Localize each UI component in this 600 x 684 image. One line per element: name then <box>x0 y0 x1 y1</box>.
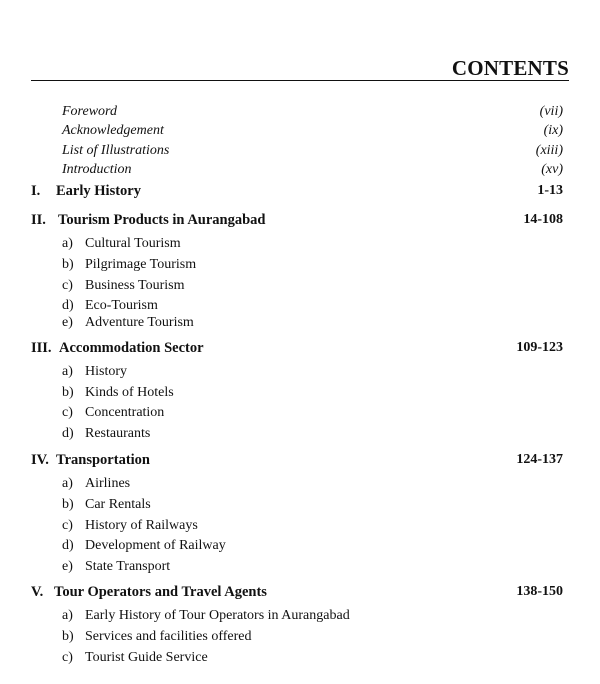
toc-section[interactable] <box>0 474 600 494</box>
section-label: Pilgrimage Tourism <box>85 257 197 272</box>
section-letter: a) <box>62 608 73 623</box>
toc-section[interactable] <box>0 516 600 536</box>
section-letter: a) <box>62 236 73 251</box>
toc-section[interactable] <box>0 606 600 626</box>
section-label: Concentration <box>85 405 165 420</box>
toc-section[interactable] <box>0 627 600 647</box>
chapter-pages: 109-123 <box>516 340 563 355</box>
section-letter: b) <box>62 497 74 512</box>
section-label: Adventure Tourism <box>85 315 194 330</box>
toc-chapter-3[interactable] <box>0 338 600 358</box>
section-letter: e) <box>62 559 73 574</box>
toc-entry-foreword[interactable] <box>0 102 600 122</box>
section-letter: c) <box>62 518 73 533</box>
section-letter: e) <box>62 315 73 330</box>
page-title: CONTENTS <box>451 56 569 80</box>
section-label: Car Rentals <box>85 497 151 512</box>
section-label: Tourist Guide Service <box>85 650 208 665</box>
section-letter: b) <box>62 257 74 272</box>
section-label: Cultural Tourism <box>85 236 181 251</box>
toc-section[interactable] <box>0 495 600 515</box>
chapter-number: II. <box>31 212 46 228</box>
toc-chapter-4[interactable] <box>0 450 600 470</box>
section-label: State Transport <box>85 559 171 574</box>
section-label: Early History of Tour Operators in Aurangabad <box>85 608 350 623</box>
section-label: History of Railways <box>85 518 198 533</box>
chapter-number: IV. <box>31 452 49 468</box>
toc-entry-label: Foreword <box>62 104 117 119</box>
toc-entry-label: Introduction <box>62 162 132 177</box>
section-label: Eco-Tourism <box>85 298 158 313</box>
toc-section[interactable] <box>0 403 600 423</box>
section-letter: d) <box>62 298 74 313</box>
toc-section[interactable] <box>0 276 600 296</box>
toc-entry-acknowledgement[interactable] <box>0 121 600 141</box>
section-letter: a) <box>62 364 73 379</box>
toc-chapter-5[interactable] <box>0 582 600 602</box>
toc-section[interactable] <box>0 424 600 444</box>
title-rule <box>31 80 569 81</box>
toc-entry-page: (ix) <box>543 123 563 138</box>
toc-entry-page: (vii) <box>539 104 563 119</box>
section-label: History <box>85 364 127 379</box>
section-letter: b) <box>62 629 74 644</box>
toc-entry-page: (xv) <box>541 162 563 177</box>
chapter-title: Early History <box>56 183 141 199</box>
section-label: Restaurants <box>85 426 151 441</box>
toc-section[interactable] <box>0 383 600 403</box>
toc-entry-label: Acknowledgement <box>62 123 164 138</box>
chapter-title: Tour Operators and Travel Agents <box>54 584 267 600</box>
toc-section[interactable] <box>0 557 600 577</box>
toc-section[interactable] <box>0 536 600 556</box>
toc-chapter-2[interactable] <box>0 210 600 230</box>
section-letter: b) <box>62 385 74 400</box>
section-label: Business Tourism <box>85 278 185 293</box>
toc-entry-list-of-illustrations[interactable] <box>0 141 600 161</box>
section-letter: c) <box>62 278 73 293</box>
chapter-pages: 1-13 <box>537 183 563 198</box>
chapter-number: I. <box>31 183 41 199</box>
toc-section[interactable] <box>0 234 600 254</box>
section-letter: d) <box>62 538 74 553</box>
toc-entry-page: (xiii) <box>535 143 563 158</box>
section-label: Development of Railway <box>85 538 226 553</box>
section-label: Kinds of Hotels <box>85 385 174 400</box>
chapter-pages: 138-150 <box>516 584 563 599</box>
toc-section[interactable] <box>0 255 600 275</box>
chapter-number: V. <box>31 584 44 600</box>
chapter-pages: 14-108 <box>523 212 563 227</box>
section-label: Airlines <box>85 476 131 491</box>
section-letter: c) <box>62 405 73 420</box>
section-letter: d) <box>62 426 74 441</box>
chapter-title: Accommodation Sector <box>59 340 204 356</box>
chapter-number: III. <box>31 340 52 356</box>
chapter-title: Transportation <box>56 452 150 468</box>
chapter-title: Tourism Products in Aurangabad <box>58 212 266 228</box>
section-letter: c) <box>62 650 73 665</box>
section-label: Services and facilities offered <box>85 629 252 644</box>
toc-entry-label: List of Illustrations <box>62 143 170 158</box>
toc-section[interactable] <box>0 648 600 668</box>
chapter-pages: 124-137 <box>516 452 563 467</box>
section-letter: a) <box>62 476 73 491</box>
toc-chapter-1[interactable] <box>0 181 600 201</box>
toc-section[interactable] <box>0 362 600 382</box>
toc-entry-introduction[interactable] <box>0 160 600 180</box>
toc-section[interactable] <box>0 313 600 333</box>
